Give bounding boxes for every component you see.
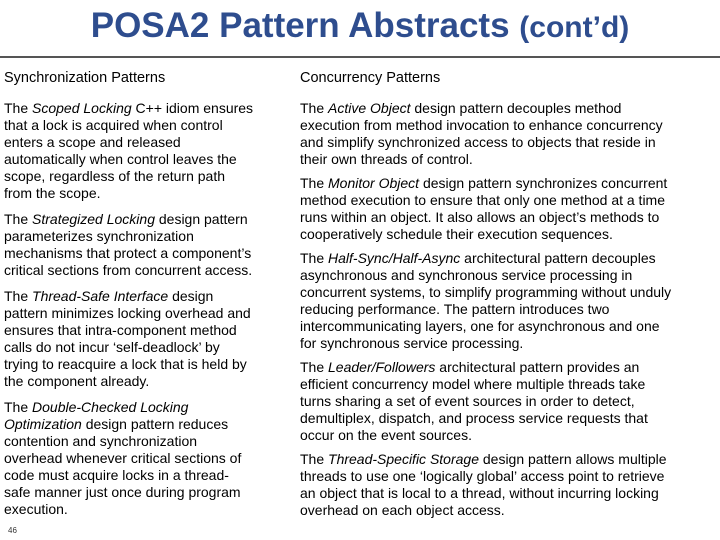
page-number: 46	[8, 526, 17, 535]
line-text: threads to use one ‘logically global’ access point to retrieve	[300, 468, 665, 484]
text-line	[4, 134, 294, 151]
text-line	[4, 450, 294, 467]
line-text: ensures that intra-component method	[4, 322, 237, 338]
text-line	[4, 373, 294, 390]
line-text: runs within an object. It also allows an object’s methods to	[300, 209, 660, 225]
line-text: from the scope.	[4, 185, 101, 201]
text-line	[300, 250, 720, 267]
pattern-name: Scoped Locking	[32, 100, 132, 116]
line-text: reducing performance. The pattern introduces two	[300, 301, 610, 317]
title-main: POSA2 Pattern Abstracts	[90, 6, 510, 45]
pattern-name: Thread-Specific Storage	[328, 451, 479, 467]
text-line	[300, 359, 720, 376]
text-line	[4, 322, 294, 339]
line-text: enters a scope and released	[4, 134, 181, 150]
text-line	[4, 501, 294, 518]
text-line	[300, 318, 720, 335]
concurrency-paragraphs	[300, 100, 720, 519]
right-paragraph	[300, 359, 720, 444]
text-line	[300, 410, 720, 427]
line-text: efficient concurrency model where multiple threads take	[300, 376, 646, 392]
pattern-name: Half-Sync/Half-Async	[328, 250, 461, 266]
text-line	[300, 226, 720, 243]
line-text: pattern minimizes locking overhead and	[4, 305, 251, 321]
line-text: The	[300, 451, 329, 467]
line-text: critical sections from concurrent access.	[4, 262, 253, 278]
pattern-name: Double-Checked Locking	[32, 399, 189, 415]
line-text: architectural pattern decouples	[460, 250, 656, 266]
text-line	[300, 175, 720, 192]
line-text: The	[300, 175, 329, 191]
text-line	[300, 301, 720, 318]
pattern-name: Leader/Followers	[328, 359, 436, 375]
text-line	[300, 376, 720, 393]
text-line	[4, 262, 294, 279]
text-line	[4, 467, 294, 484]
line-text: design pattern synchronizes concurrent	[419, 175, 668, 191]
text-line	[300, 117, 720, 134]
pattern-name: Thread-Safe Interface	[32, 288, 169, 304]
line-text: The	[300, 100, 329, 116]
text-line	[300, 485, 720, 502]
text-line	[4, 356, 294, 373]
line-text: The	[4, 100, 33, 116]
left-paragraph	[4, 399, 294, 518]
line-text: The	[4, 399, 33, 415]
text-line	[300, 134, 720, 151]
line-text: an object that is local to a thread, without incurring locking	[300, 485, 659, 501]
text-line	[4, 117, 294, 134]
concurrency-heading: Concurrency Patterns	[300, 70, 441, 86]
text-line	[4, 484, 294, 501]
left-paragraph	[4, 211, 294, 279]
text-line	[4, 416, 294, 433]
line-text: mechanisms that protect a component’s	[4, 245, 252, 261]
text-line	[4, 185, 294, 202]
line-text: design pattern decouples method	[410, 100, 622, 116]
right-paragraph	[300, 250, 720, 352]
text-line	[4, 305, 294, 322]
line-text: code must acquire locks in a thread-	[4, 467, 229, 483]
text-line	[300, 284, 720, 301]
title-divider	[0, 56, 720, 58]
text-line	[4, 339, 294, 356]
line-text: parameterizes synchronization	[4, 228, 194, 244]
line-text: their own threads of control.	[300, 151, 473, 167]
text-line	[300, 151, 720, 168]
synchronization-column	[4, 66, 294, 527]
line-text: the component already.	[4, 373, 150, 389]
text-line	[4, 100, 294, 117]
text-line	[300, 468, 720, 485]
text-line	[4, 245, 294, 262]
line-text: architectural pattern provides an	[435, 359, 640, 375]
line-text: that a lock is acquired when control	[4, 117, 223, 133]
text-line	[300, 192, 720, 209]
pattern-name: Strategized Locking	[32, 211, 155, 227]
line-text: method execution to ensure that only one method at a time	[300, 192, 666, 208]
line-text: calls do not incur ‘self-deadlock’ by	[4, 339, 220, 355]
pattern-name: Optimization	[4, 416, 82, 432]
line-text: asynchronous and synchronous service processing in	[300, 267, 633, 283]
line-text: contention and synchronization	[4, 433, 198, 449]
text-line	[300, 451, 720, 468]
line-text: C++ idiom ensures	[131, 100, 254, 116]
synchronization-heading: Synchronization Patterns	[4, 70, 166, 86]
text-line	[300, 100, 720, 117]
line-text: execution.	[4, 501, 68, 517]
line-text: trying to reacquire a lock that is held by	[4, 356, 247, 372]
line-text: concurrent systems, to simplify programming without unduly	[300, 284, 672, 300]
text-line	[300, 393, 720, 410]
line-text: overhead on each object access.	[300, 502, 505, 518]
right-paragraph	[300, 451, 720, 519]
right-paragraph	[300, 100, 720, 168]
text-line	[4, 211, 294, 228]
text-line	[4, 399, 294, 416]
text-line	[4, 151, 294, 168]
text-line	[300, 267, 720, 284]
synchronization-paragraphs	[4, 100, 294, 518]
text-line	[4, 168, 294, 185]
line-text: and simplify synchronized access to objects that reside in	[300, 134, 656, 150]
line-text: scope, regardless of the return path	[4, 168, 226, 184]
line-text: intercommunicating layers, one for asynchronous and one	[300, 318, 660, 334]
line-text: for synchronous service processing.	[300, 335, 524, 351]
line-text: design pattern	[154, 211, 248, 227]
slide-title	[0, 6, 720, 48]
line-text: overhead whenever critical sections of	[4, 450, 242, 466]
text-line	[4, 433, 294, 450]
line-text: turns sharing a set of event sources in order to detect,	[300, 393, 635, 409]
line-text: safe manner just once during program	[4, 484, 241, 500]
title-tail: (cont’d)	[519, 11, 630, 44]
text-line	[4, 288, 294, 305]
line-text: design pattern allows multiple	[478, 451, 667, 467]
left-paragraph	[4, 100, 294, 202]
line-text: demultiplex, dispatch, and process service requests that	[300, 410, 648, 426]
line-text: occur on the event sources.	[300, 427, 472, 443]
line-text: The	[300, 359, 329, 375]
line-text: The	[300, 250, 329, 266]
pattern-name: Active Object	[328, 100, 411, 116]
line-text: design	[168, 288, 214, 304]
line-text: automatically when control leaves the	[4, 151, 237, 167]
line-text: cooperatively schedule their execution sequences.	[300, 226, 613, 242]
right-paragraph	[300, 175, 720, 243]
line-text: execution from method invocation to enhance concurrency	[300, 117, 663, 133]
line-text: The	[4, 288, 33, 304]
text-line	[300, 427, 720, 444]
text-line	[300, 502, 720, 519]
line-text: The	[4, 211, 33, 227]
text-line	[4, 228, 294, 245]
text-line	[300, 335, 720, 352]
concurrency-column	[300, 66, 720, 526]
pattern-name: Monitor Object	[328, 175, 420, 191]
line-text: design pattern reduces	[81, 416, 229, 432]
text-line	[300, 209, 720, 226]
left-paragraph	[4, 288, 294, 390]
